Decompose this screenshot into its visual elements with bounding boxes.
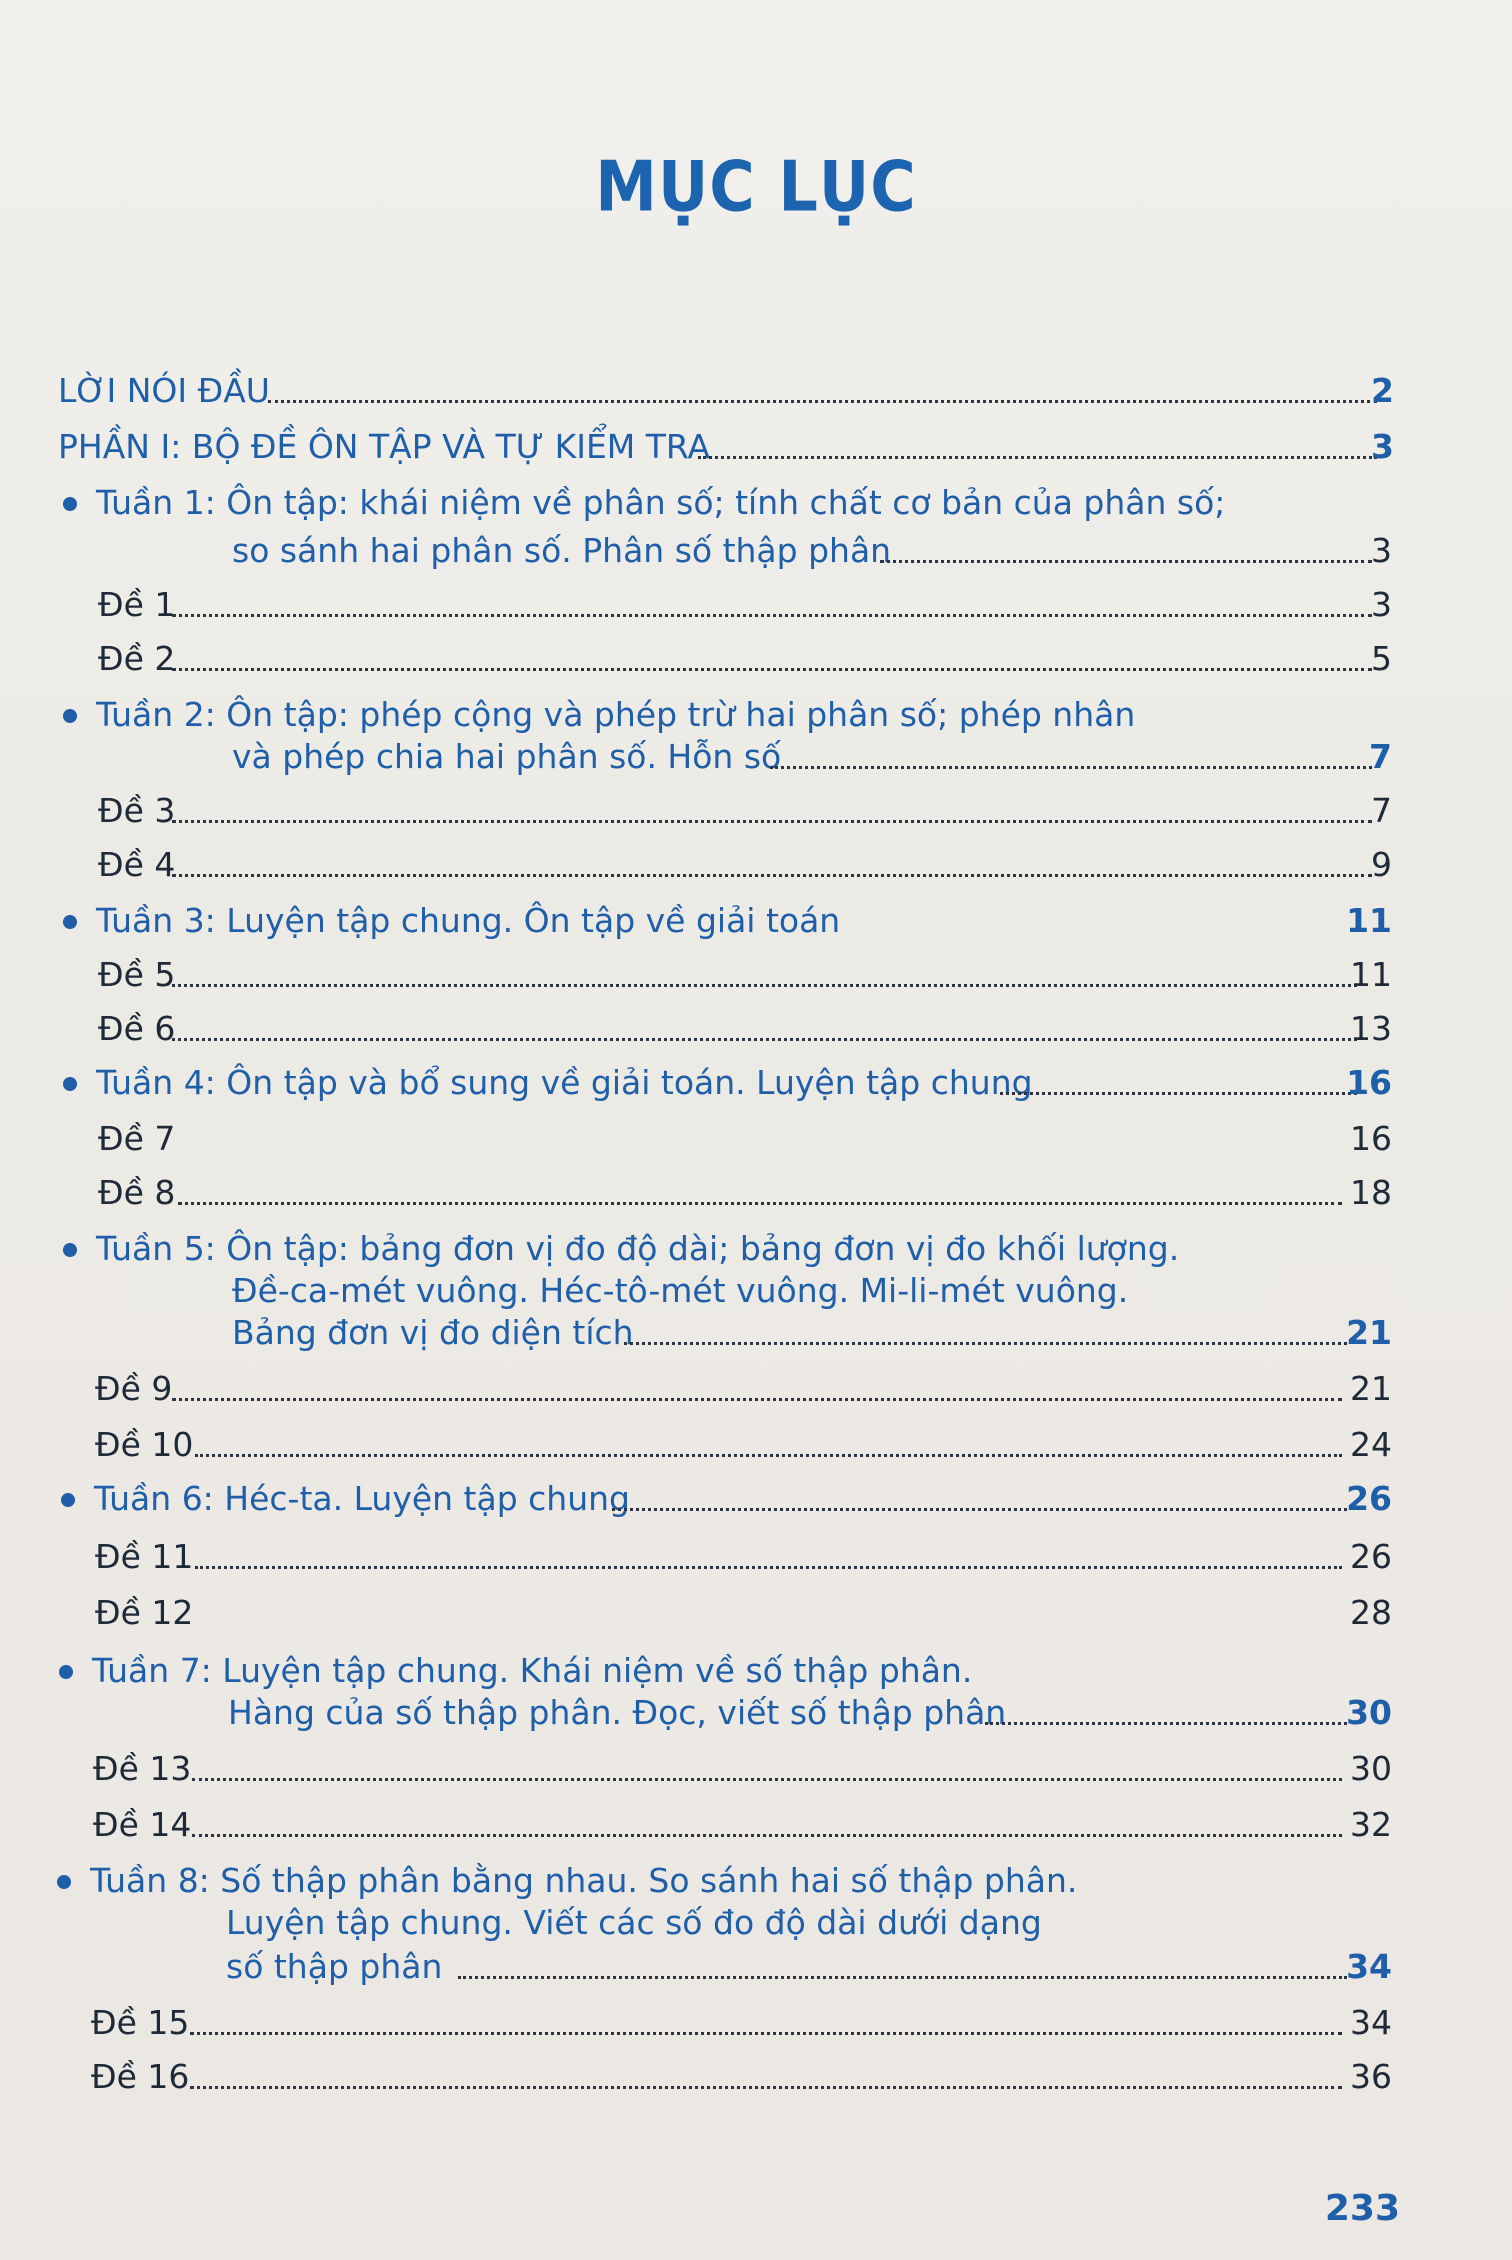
toc-page: 3 [1371,585,1392,624]
leader-dots [172,984,1357,987]
leader-dots [192,1834,1342,1837]
toc-page: 3 [1371,427,1394,466]
toc-label: Đề 10 [95,1425,194,1464]
toc-entry-week-8 [0,1858,1512,1904]
toc-entry-week-5-cont [0,1268,1512,1314]
toc-label: Đề 9 [95,1369,173,1408]
toc-entry-week-4 [0,1060,1512,1106]
toc-label: Đề 11 [95,1537,194,1576]
toc-label-cont: Bảng đơn vị đo diện tích [232,1313,634,1352]
toc-entry-week-7 [0,1648,1512,1694]
leader-dots [612,1508,1347,1511]
toc-entry-de-12 [0,1590,1512,1636]
toc-page: 2 [1371,371,1394,410]
toc-label: Đề 7 [98,1119,176,1158]
toc-label: Đề 2 [98,639,176,678]
toc-page: 9 [1371,845,1392,884]
toc-entry-week-5 [0,1226,1512,1272]
toc-page: 5 [1371,639,1392,678]
toc-label: Đề 15 [91,2003,190,2042]
toc-page: 3 [1371,531,1392,570]
leader-dots [880,560,1372,563]
toc-label: PHẦN I: BỘ ĐỀ ÔN TẬP VÀ TỰ KIỂM TRA [58,427,711,466]
toc-entry-de-2 [0,636,1512,682]
toc-entry-week-1 [0,480,1512,526]
toc-label: Tuần 3: Luyện tập chung. Ôn tập về giải toán [96,901,841,940]
toc-entry-de-11 [0,1534,1512,1580]
toc-page: 24 [1350,1425,1392,1464]
bullet-icon [59,1665,73,1679]
toc-label: Đề 1 [98,585,176,624]
page-number: 233 [1324,2188,1400,2229]
bullet-icon [63,1243,77,1257]
leader-dots [985,1722,1347,1725]
toc-label: Tuần 4: Ôn tập và bổ sung về giải toán. Luyện tập chung [96,1063,1033,1102]
toc-label: Tuần 5: Ôn tập: bảng đơn vị đo độ dài; bảng đơn vị đo khối lượng. [96,1229,1180,1268]
leader-dots [1000,1092,1357,1095]
toc-entry-week-7-cont [0,1690,1512,1736]
leader-dots [190,2032,1342,2035]
toc-label: Đề 13 [93,1749,192,1788]
toc-page: 11 [1346,901,1392,940]
toc-entry-de-5 [0,952,1512,998]
toc-page: 7 [1369,737,1392,776]
toc-page: 13 [1350,1009,1392,1048]
leader-dots [178,1202,1342,1205]
toc-label: LỜI NÓI ĐẦU [58,371,270,410]
toc-entry-week-5-cont2 [0,1310,1512,1356]
toc-label: Tuần 6: Héc-ta. Luyện tập chung [94,1479,630,1518]
toc-label-cont: so sánh hai phân số. Phân số thập phân [232,531,892,570]
toc-page: 30 [1350,1749,1392,1788]
bullet-icon [63,915,77,929]
toc-page: 32 [1350,1805,1392,1844]
toc-entry-week-1-cont [0,528,1512,574]
toc-label: Đề 12 [95,1593,194,1632]
toc-label-cont: Luyện tập chung. Viết các số đo độ dài dưới dạng [226,1903,1042,1942]
bullet-icon [63,497,77,511]
leader-dots [172,1038,1357,1041]
toc-entry-de-4 [0,842,1512,888]
toc-label-cont: số thập phân [226,1947,443,1986]
toc-label: Tuần 8: Số thập phân bằng nhau. So sánh hai số thập phân. [90,1861,1078,1900]
toc-entry-week-2-cont [0,734,1512,780]
leader-dots [195,1454,1342,1457]
toc-label: Tuần 1: Ôn tập: khái niệm về phân số; tính chất cơ bản của phân số; [96,483,1226,522]
toc-entry-de-7 [0,1116,1512,1162]
leader-dots [172,820,1372,823]
bullet-icon [57,1875,71,1889]
toc-label-cont: Đề-ca-mét vuông. Héc-tô-mét vuông. Mi-li-mét vuông. [232,1271,1129,1310]
toc-entry-de-8 [0,1170,1512,1216]
toc-entry-de-15 [0,2000,1512,2046]
leader-dots [698,456,1377,459]
leader-dots [624,1342,1347,1345]
leader-dots [770,766,1372,769]
toc-label: Tuần 2: Ôn tập: phép cộng và phép trừ hai phân số; phép nhân [96,695,1136,734]
leader-dots [172,668,1372,671]
toc-page: 16 [1350,1119,1392,1158]
toc-page: 21 [1346,1313,1392,1352]
toc-label: Đề 8 [98,1173,176,1212]
toc-entry-week-2 [0,692,1512,738]
leader-dots [195,1566,1342,1569]
toc-entry-de-3 [0,788,1512,834]
leader-dots [172,614,1372,617]
toc-page: 34 [1346,1947,1392,1986]
toc-entry-week-6 [0,1476,1512,1522]
toc-entry-de-16 [0,2054,1512,2100]
leader-dots [458,1976,1347,1979]
toc-entry-part-1 [0,424,1512,470]
toc-page: 34 [1350,2003,1392,2042]
toc-entry-de-1 [0,582,1512,628]
toc-label: Đề 3 [98,791,176,830]
leader-dots [192,1778,1342,1781]
leader-dots [268,400,1377,403]
toc-entry-de-10 [0,1422,1512,1468]
toc-label: Đề 6 [98,1009,176,1048]
toc-entry-de-6 [0,1006,1512,1052]
bullet-icon [63,709,77,723]
toc-page: 26 [1350,1537,1392,1576]
toc-page: 28 [1350,1593,1392,1632]
bullet-icon [63,1077,77,1091]
toc-label-cont: và phép chia hai phân số. Hỗn số [232,737,782,776]
bullet-icon [61,1493,75,1507]
toc-entry-week-3 [0,898,1512,944]
toc-entry-week-8-cont [0,1900,1512,1946]
toc-page: 36 [1350,2057,1392,2096]
toc-page: 26 [1346,1479,1392,1518]
toc-page: 18 [1350,1173,1392,1212]
toc-entry-week-8-cont2 [0,1944,1512,1990]
leader-dots [190,2086,1342,2089]
toc-page: 30 [1346,1693,1392,1732]
toc-label: Đề 4 [98,845,176,884]
toc-page: 7 [1371,791,1392,830]
leader-dots [172,874,1372,877]
toc-page: 21 [1350,1369,1392,1408]
toc-label-cont: Hàng của số thập phân. Đọc, viết số thập phân [228,1693,1007,1732]
toc-entry-de-9 [0,1366,1512,1412]
toc-label: Đề 14 [93,1805,192,1844]
toc-entry-de-13 [0,1746,1512,1792]
toc-label: Tuần 7: Luyện tập chung. Khái niệm về số thập phân. [92,1651,973,1690]
leader-dots [172,1398,1342,1401]
toc-entry-preface [0,368,1512,414]
toc-page: 11 [1350,955,1392,994]
page-title: MỤC LỤC [595,145,917,228]
toc-page: 16 [1346,1063,1392,1102]
toc-label: Đề 16 [91,2057,190,2096]
toc-entry-de-14 [0,1802,1512,1848]
toc-label: Đề 5 [98,955,176,994]
